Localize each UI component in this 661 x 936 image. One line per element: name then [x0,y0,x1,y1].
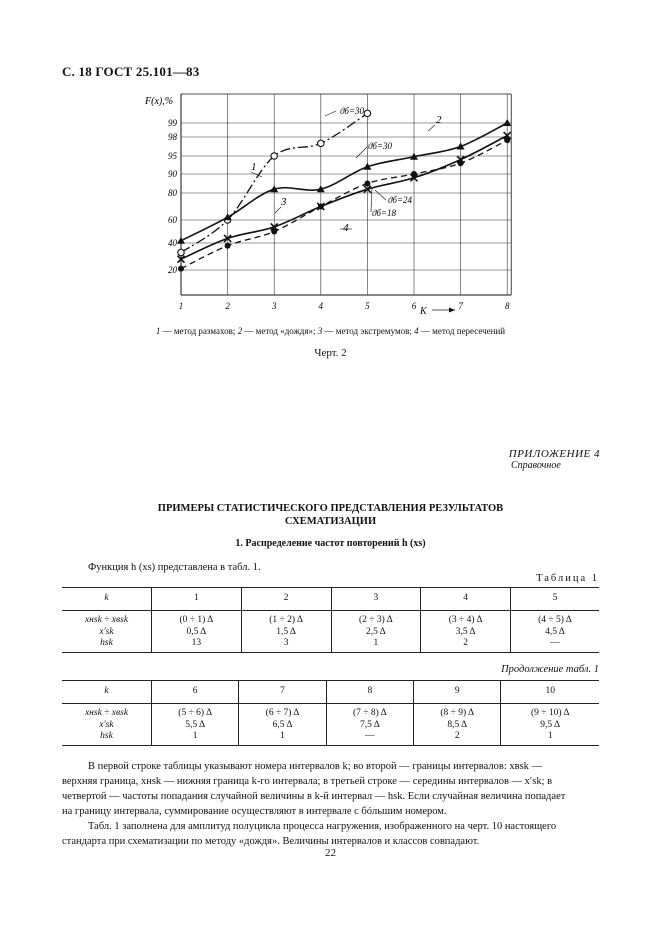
x-tick-label: 6 [411,301,417,311]
x-tick-label: 4 [318,301,324,311]
table-cell: (5 ÷ 6) Δ 5,5 Δ 1 [152,704,239,746]
x-axis-label: K [420,306,427,317]
header-cell: 9 [414,681,501,704]
data-point-filled-circle [178,266,184,272]
y-tick-label: 60 [168,215,177,225]
x-tick-label: 2 [225,301,230,311]
curve-2-number: 2 [436,114,442,126]
table-row [62,704,599,746]
annotation-nu-30-top: ϑб=30 [340,106,365,116]
data-point-open-circle [364,110,370,116]
header-cell: 7 [239,681,326,704]
page-header: С. 18 ГОСТ 25.101—83 [62,64,200,79]
chart-markers [177,110,511,272]
header-cell: 2 [241,588,331,611]
y-tick-label: 80 [168,188,177,198]
main-title [0,502,661,528]
table-row [62,611,599,653]
y-tick-label: 99 [168,118,177,128]
table-header-row [62,588,599,611]
header-cell: k [62,588,152,611]
header-cell: 3 [331,588,421,611]
annotation-nu-18: ϑб=18 [372,208,397,218]
x-tick-labels [179,301,510,311]
y-tick-label: 90 [168,169,177,179]
y-tick-label: 20 [168,265,177,275]
y-tick-label: 98 [168,132,177,142]
paragraph-2: Табл. 1 заполнена для амплитуд полуцикла процесса нагружения, изображенного на черт. 10 настоящего стандарта при схематизации по методу «дождя». Величины интервалов и классов совпадают. [62,821,557,847]
table-cell: (0 ÷ 1) Δ 0,5 Δ 13 [152,611,242,653]
header-cell: 6 [152,681,239,704]
table-label: Таблица 1 [536,573,599,584]
row-labels-cell: xнsk ÷ xвsk x′sk hsk [62,611,152,653]
data-point-open-circle [271,153,277,159]
main-title-line-1: ПРИМЕРЫ СТАТИСТИЧЕСКОГО ПРЕДСТАВЛЕНИЯ РЕЗУЛЬТАТОВ [157,503,504,514]
annotation-nu-30-mid: ϑб=30 [368,141,393,151]
table-header-row [62,681,599,704]
curve-1-number: 1 [251,161,257,173]
y-axis-label: F(x),% [145,96,174,107]
data-point-open-circle [318,140,324,146]
x-tick-label: 8 [504,301,510,311]
header-cell: 4 [421,588,511,611]
table-cell: (2 ÷ 3) Δ 2,5 Δ 1 [331,611,421,653]
table-cell: (6 ÷ 7) Δ 6,5 Δ 1 [239,704,326,746]
probability-chart [145,88,520,318]
curve-4-number: 4 [343,222,349,234]
table-continued-label: Продолжение табл. 1 [501,664,599,675]
y-tick-label: 95 [168,151,177,161]
data-point-triangle [503,119,511,126]
data-point-open-circle [178,249,184,255]
table-cell: (7 ÷ 8) Δ 7,5 Δ — [326,704,413,746]
data-point-filled-circle [364,181,370,187]
header-cell: 8 [326,681,413,704]
table-1-continued [62,680,599,746]
chart-legend: 1 — метод размахов; 2 — метод «дождя»; 3 — метод экстремумов; 4 — метод пересечений [155,326,506,336]
paragraph-1: В первой строке таблицы указывают номера интервалов k; во второй — границы интервалов: xвsk — верхняя граница, xнsk — нижняя граница k-го интервала; в третьей строке — середины интервалов — x′sk; в четвертой — частоты попадания случайной величины в k-й интервал — hsk. Если случайная величина попадает на границу интервала, суммирование осуществляют в интервале с бóльшим номером. [62,761,566,817]
appendix-subtitle: Справочное [511,460,561,471]
x-tick-label: 3 [271,301,277,311]
x-tick-label: 1 [178,301,184,311]
table-cell: (4 ÷ 5) Δ 4,5 Δ — [511,611,600,653]
annotation-nu-24: ϑб=24 [388,195,413,205]
section-title: 1. Распределение частот повторений h (xs) [235,538,426,549]
row-labels-cell: xнsk ÷ xвsk x′sk hsk [62,704,152,746]
header-cell: 1 [152,588,242,611]
appendix-title: ПРИЛОЖЕНИЕ 4 [508,448,600,460]
curve-3-number: 3 [281,196,287,208]
table-cell: (1 ÷ 2) Δ 1,5 Δ 3 [241,611,331,653]
series-3-curve [181,140,507,268]
table-cell: (8 ÷ 9) Δ 8,5 Δ 2 [414,704,501,746]
x-axis-arrow [432,308,455,313]
x-tick-label: 5 [365,301,370,311]
header-cell: 10 [501,681,599,704]
chart-grid [181,94,511,295]
page-number: 22 [325,847,336,859]
x-tick-label: 7 [458,301,463,311]
intro-text: Функция h (xs) представлена в табл. 1. [88,562,261,573]
main-title-line-2: СХЕМАТИЗАЦИИ [284,516,377,527]
y-tick-label: 40 [168,238,177,248]
table-cell: (3 ÷ 4) Δ 3,5 Δ 2 [421,611,511,653]
data-point-filled-circle [225,243,231,249]
y-tick-labels [168,118,178,275]
header-cell: k [62,681,152,704]
table-1 [62,587,599,653]
header-cell: 5 [511,588,600,611]
figure-caption: Черт. 2 [314,347,347,359]
table-cell: (9 ÷ 10) Δ 9,5 Δ 1 [501,704,599,746]
